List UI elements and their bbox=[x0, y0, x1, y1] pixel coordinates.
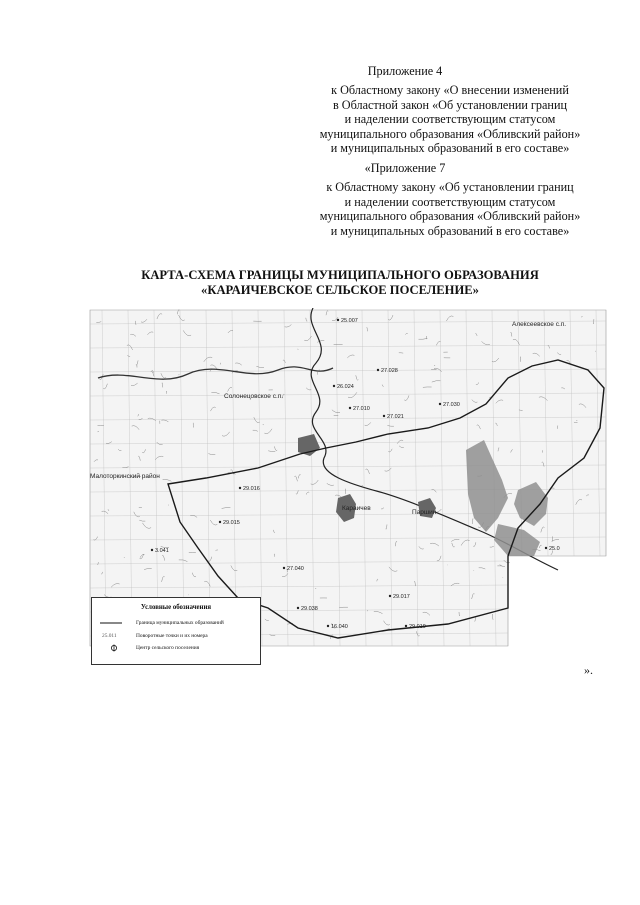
appendix-4-title: Приложение 4 bbox=[367, 64, 443, 78]
turning-point-label: 26.024 bbox=[337, 384, 354, 390]
appendix-7-line: к Областному закону «Об установлении границ bbox=[326, 180, 574, 194]
appendix-4-line: и муниципальных образований в его составе» bbox=[330, 141, 570, 156]
turning-point-label: 29.017 bbox=[393, 594, 410, 600]
map-sheet bbox=[90, 310, 606, 646]
turning-point-label: 25.007 bbox=[341, 318, 358, 324]
appendix-4-line: муниципального образования «Обливский район» bbox=[319, 126, 581, 141]
map-title-line-2: «КАРАИЧЕВСКОЕ СЕЛЬСКОЕ ПОСЕЛЕНИЕ» bbox=[201, 283, 479, 297]
appendix-4-line: и наделении соответствующим статусом bbox=[344, 112, 556, 127]
appendix-7-line: и муниципальных образований в его составе» bbox=[330, 223, 570, 238]
turning-point-label: 27.010 bbox=[353, 406, 370, 412]
turning-point bbox=[439, 403, 441, 405]
turning-point bbox=[333, 385, 335, 387]
place-label: Паршин bbox=[412, 509, 437, 516]
appendix-4-line: к Областному закону «О внесении изменений bbox=[331, 83, 569, 97]
turning-point bbox=[383, 415, 385, 417]
turning-point-label: 16.040 bbox=[331, 624, 348, 630]
legend-title: Условные обозначения bbox=[140, 604, 212, 611]
boundary-line-icon bbox=[98, 618, 124, 628]
point-number-sample: 25.011 bbox=[102, 633, 117, 639]
place-label: Караичев bbox=[342, 505, 371, 512]
turning-point bbox=[151, 549, 153, 551]
turning-point-label: 25.0 bbox=[549, 546, 560, 552]
turning-point-label: 29.015 bbox=[223, 520, 240, 526]
place-label: Малоторкинский район bbox=[90, 473, 160, 480]
center-symbol-icon bbox=[98, 643, 124, 653]
appendix-7-line: и наделении соответствующим статусом bbox=[344, 194, 556, 209]
turning-point-label: 3.041 bbox=[155, 548, 169, 554]
legend-item-points bbox=[92, 631, 260, 641]
appendix-4-text bbox=[300, 83, 600, 156]
turning-point-label: 27.028 bbox=[381, 368, 398, 374]
turning-point-label: 27.021 bbox=[387, 414, 404, 420]
turning-point-label: 29.038 bbox=[301, 606, 318, 612]
turning-point bbox=[349, 407, 351, 409]
turning-point bbox=[389, 595, 391, 597]
legend-box bbox=[91, 597, 261, 665]
turning-point bbox=[283, 567, 285, 569]
turning-point bbox=[297, 607, 299, 609]
closing-quote: ». bbox=[584, 663, 593, 677]
turning-point bbox=[219, 521, 221, 523]
legend-item-text: Граница муниципальных образований bbox=[136, 620, 224, 626]
map-title bbox=[60, 268, 620, 298]
turning-point bbox=[327, 625, 329, 627]
place-label: Алексеевское с.п. bbox=[512, 321, 567, 328]
legend-item-center bbox=[92, 643, 260, 653]
turning-point-label: 27.030 bbox=[443, 402, 460, 408]
place-label: Солонецовское с.п. bbox=[224, 393, 284, 400]
turning-point bbox=[377, 369, 379, 371]
appendix-4-line: в Областной закон «Об установлении границ bbox=[332, 97, 567, 112]
turning-point-label: 29.016 bbox=[243, 486, 260, 492]
legend-item-boundary bbox=[92, 618, 260, 628]
turning-point-label: 29.019 bbox=[409, 624, 426, 630]
legend-item-text: Центр сельского поселения bbox=[136, 645, 200, 651]
appendix-7-text bbox=[300, 180, 600, 238]
map-title-line-1: КАРТА-СХЕМА ГРАНИЦЫ МУНИЦИПАЛЬНОГО ОБРАЗОВАНИЯ bbox=[141, 268, 539, 282]
turning-point bbox=[239, 487, 241, 489]
turning-point-label: 27.040 bbox=[287, 566, 304, 572]
legend-item-text: Поворотные точки и их номера bbox=[136, 633, 208, 639]
appendix-7-line: муниципального образования «Обливский район» bbox=[319, 209, 581, 224]
turning-point bbox=[337, 319, 339, 321]
appendix-7-title: «Приложение 7 bbox=[364, 161, 446, 175]
turning-point bbox=[405, 625, 407, 627]
turning-point bbox=[545, 547, 547, 549]
